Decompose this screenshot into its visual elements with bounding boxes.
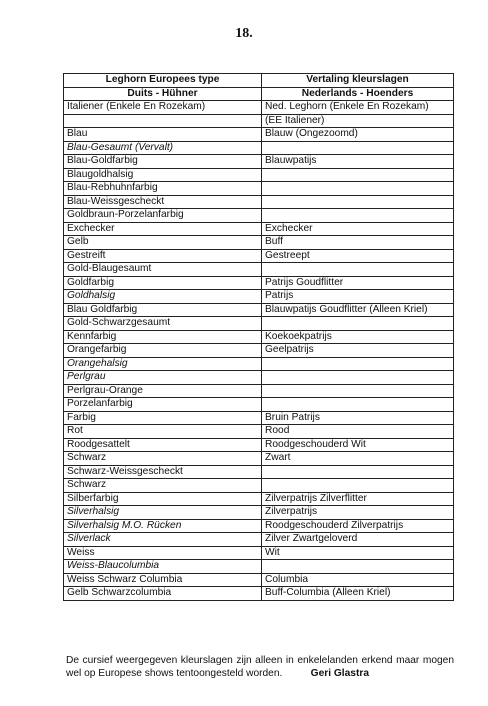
table-row <box>64 384 454 398</box>
german-color-name: Farbig <box>64 411 262 425</box>
table-row <box>64 438 454 452</box>
german-color-name: Blau Goldfarbig <box>64 303 262 317</box>
dutch-color-name: Zilver Zwartgeloverd <box>262 533 454 547</box>
dutch-color-name <box>262 317 454 331</box>
table-row <box>64 249 454 263</box>
table-row <box>64 479 454 493</box>
dutch-color-name <box>262 168 454 182</box>
german-color-name: Weiss <box>64 546 262 560</box>
dutch-color-name <box>262 141 454 155</box>
german-color-name: Gold-Schwarzgesaumt <box>64 317 262 331</box>
dutch-color-name: Bruin Patrijs <box>262 411 454 425</box>
breed-translation-table <box>63 73 454 601</box>
dutch-color-name <box>262 479 454 493</box>
dutch-color-name: (EE Italiener) <box>262 114 454 128</box>
german-color-name: Roodgesattelt <box>64 438 262 452</box>
dutch-color-name: Geelpatrijs <box>262 344 454 358</box>
table-row <box>64 182 454 196</box>
dutch-color-name <box>262 384 454 398</box>
german-color-name: Blau-Rebhuhnfarbig <box>64 182 262 196</box>
table-row <box>64 168 454 182</box>
german-color-name: Goldfarbig <box>64 276 262 290</box>
footer-text: De cursief weergegeven kleurslagen zijn alleen in enkelelanden erkend maar mogen wel op Europese shows tentoongesteld worden. <box>66 655 454 679</box>
dutch-color-name: Exchecker <box>262 222 454 236</box>
german-color-name: Exchecker <box>64 222 262 236</box>
german-color-name: Goldbraun-Porzelanfarbig <box>64 209 262 223</box>
dutch-color-name: Blauw (Ongezoomd) <box>262 128 454 142</box>
table-row <box>64 330 454 344</box>
german-color-name: Kennfarbig <box>64 330 262 344</box>
page-number: 18. <box>235 26 253 41</box>
signature: Geri Glastra <box>310 667 369 679</box>
table-body <box>64 101 454 601</box>
header-leghorn-type: Leghorn Europees type <box>64 74 262 88</box>
table-row <box>64 452 454 466</box>
header-translation: Vertaling kleurslagen <box>262 74 454 88</box>
table-row <box>64 411 454 425</box>
table-row <box>64 195 454 209</box>
dutch-color-name: Roodgeschouderd Wit <box>262 438 454 452</box>
table-row <box>64 492 454 506</box>
german-color-name: Silverhalsig <box>64 506 262 520</box>
dutch-color-name: Zwart <box>262 452 454 466</box>
german-color-name: Schwarz-Weissgescheckt <box>64 465 262 479</box>
table-row <box>64 290 454 304</box>
dutch-color-name: Zilverpatrijs <box>262 506 454 520</box>
dutch-color-name <box>262 182 454 196</box>
dutch-color-name <box>262 465 454 479</box>
german-color-name: Italiener (Enkele En Rozekam) <box>64 101 262 115</box>
dutch-color-name: Zilverpatrijs Zilverflitter <box>262 492 454 506</box>
german-color-name: Silverhalsig M.O. Rücken <box>64 519 262 533</box>
table-row <box>64 506 454 520</box>
german-color-name <box>64 114 262 128</box>
german-color-name: Gelb Schwarzcolumbia <box>64 587 262 601</box>
dutch-color-name: Rood <box>262 425 454 439</box>
footer-note <box>66 655 454 680</box>
table-row <box>64 357 454 371</box>
dutch-color-name: Buff <box>262 236 454 250</box>
german-color-name: Blau-Gesaumt (Vervalt) <box>64 141 262 155</box>
german-color-name: Orangefarbig <box>64 344 262 358</box>
table-row <box>64 263 454 277</box>
german-color-name: Schwarz <box>64 452 262 466</box>
german-color-name: Blaugoldhalsig <box>64 168 262 182</box>
dutch-color-name <box>262 209 454 223</box>
table-row <box>64 519 454 533</box>
header-dutch: Nederlands - Hoenders <box>262 87 454 101</box>
german-color-name: Gold-Blaugesaumt <box>64 263 262 277</box>
table-row <box>64 128 454 142</box>
table-row <box>64 371 454 385</box>
dutch-color-name: Blauwpatijs Goudflitter (Alleen Kriel) <box>262 303 454 317</box>
dutch-color-name: Wit <box>262 546 454 560</box>
table-header-row <box>64 74 454 88</box>
dutch-color-name <box>262 195 454 209</box>
table-row <box>64 465 454 479</box>
dutch-color-name <box>262 263 454 277</box>
table-row <box>64 533 454 547</box>
german-color-name: Schwarz <box>64 479 262 493</box>
table-row <box>64 236 454 250</box>
header-german: Duits - Hühner <box>64 87 262 101</box>
table-row <box>64 141 454 155</box>
table-row <box>64 303 454 317</box>
german-color-name: Blau <box>64 128 262 142</box>
german-color-name: Gelb <box>64 236 262 250</box>
table-row <box>64 398 454 412</box>
table-row <box>64 222 454 236</box>
german-color-name: Silberfarbig <box>64 492 262 506</box>
dutch-color-name: Roodgeschouderd Zilverpatrijs <box>262 519 454 533</box>
german-color-name: Perlgrau <box>64 371 262 385</box>
table-row <box>64 155 454 169</box>
table-subheader-row <box>64 87 454 101</box>
german-color-name: Blau-Goldfarbig <box>64 155 262 169</box>
table-row <box>64 101 454 115</box>
table-row <box>64 573 454 587</box>
dutch-color-name <box>262 560 454 574</box>
table-row <box>64 344 454 358</box>
table-row <box>64 114 454 128</box>
german-color-name: Silverlack <box>64 533 262 547</box>
german-color-name: Rot <box>64 425 262 439</box>
german-color-name: Weiss-Blaucolumbia <box>64 560 262 574</box>
dutch-color-name: Blauwpatijs <box>262 155 454 169</box>
dutch-color-name: Columbia <box>262 573 454 587</box>
german-color-name: Porzelanfarbig <box>64 398 262 412</box>
dutch-color-name: Gestreept <box>262 249 454 263</box>
dutch-color-name <box>262 357 454 371</box>
german-color-name: Perlgrau-Orange <box>64 384 262 398</box>
table-row <box>64 209 454 223</box>
german-color-name: Goldhalsig <box>64 290 262 304</box>
table-row <box>64 546 454 560</box>
table-row <box>64 425 454 439</box>
german-color-name: Gestreift <box>64 249 262 263</box>
dutch-color-name: Ned. Leghorn (Enkele En Rozekam) <box>262 101 454 115</box>
table-row <box>64 317 454 331</box>
dutch-color-name: Patrijs Goudflitter <box>262 276 454 290</box>
dutch-color-name <box>262 371 454 385</box>
dutch-color-name: Patrijs <box>262 290 454 304</box>
table-row <box>64 560 454 574</box>
german-color-name: Blau-Weissgescheckt <box>64 195 262 209</box>
table-row <box>64 276 454 290</box>
dutch-color-name: Buff-Columbia (Alleen Kriel) <box>262 587 454 601</box>
german-color-name: Weiss Schwarz Columbia <box>64 573 262 587</box>
dutch-color-name: Koekoekpatrijs <box>262 330 454 344</box>
table-row <box>64 587 454 601</box>
dutch-color-name <box>262 398 454 412</box>
german-color-name: Orangehalsig <box>64 357 262 371</box>
